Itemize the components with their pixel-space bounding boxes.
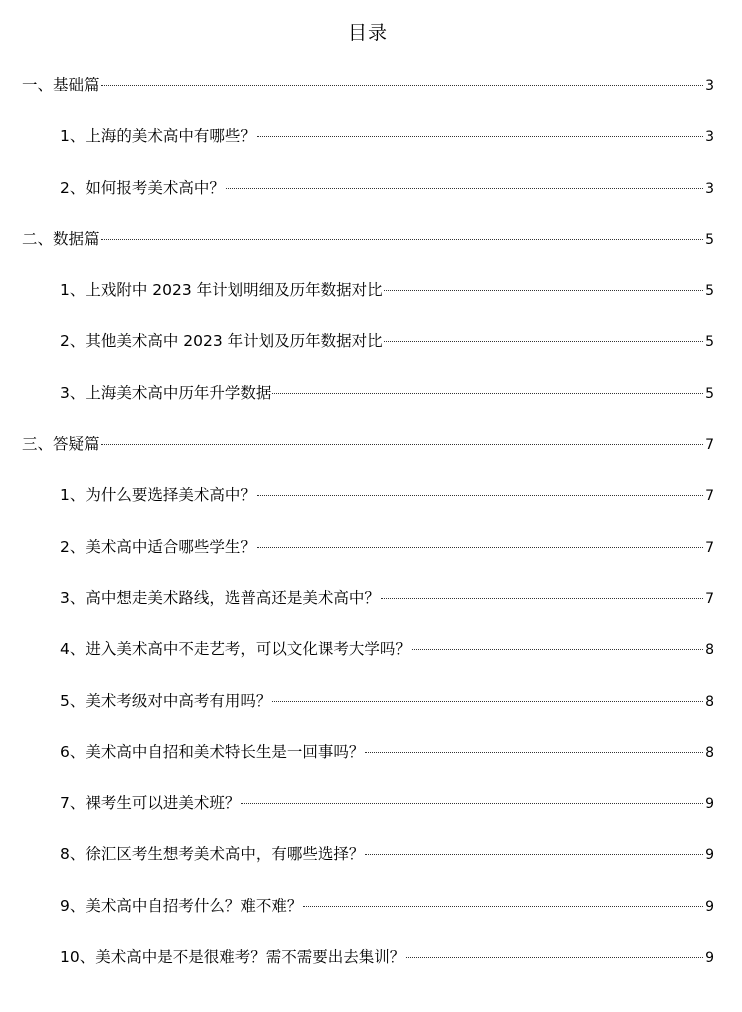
toc-dot-leader	[272, 701, 703, 702]
toc-dot-leader	[272, 393, 703, 394]
toc-dot-leader	[257, 547, 703, 548]
toc-entry-page-number: 3	[705, 129, 714, 146]
toc-entry-page-number: 7	[705, 539, 714, 556]
toc-entry-label: 2、其他美术高中 2023 年计划及历年数据对比	[60, 332, 383, 351]
toc-entry-label: 1、上戏附中 2023 年计划明细及历年数据对比	[60, 281, 383, 300]
toc-entry-page-number: 7	[705, 488, 714, 505]
toc-entry-label: 三、答疑篇	[22, 435, 100, 454]
toc-entry-page-number: 8	[705, 693, 714, 710]
toc-entry-11[interactable]	[22, 573, 714, 624]
toc-entry-label: 5、美术考级对中高考有用吗？	[60, 691, 272, 710]
toc-entry-label: 3、上海美术高中历年升学数据	[60, 383, 272, 402]
toc-entry-14[interactable]	[22, 727, 714, 778]
toc-entry-8[interactable]	[22, 419, 714, 470]
toc-entry-18[interactable]	[22, 932, 714, 983]
toc-entry-page-number: 3	[705, 78, 714, 94]
toc-entry-label: 6、美术高中自招和美术特长生是一回事吗？	[60, 742, 365, 761]
toc-entry-page-number: 5	[705, 231, 714, 248]
toc-entry-6[interactable]	[22, 316, 714, 367]
toc-dot-leader	[101, 444, 704, 445]
toc-dot-leader	[381, 598, 703, 599]
toc-dot-leader	[384, 290, 703, 291]
toc-entry-label: 10、美术高中是不是很难考？需不需要出去集训？	[60, 948, 406, 967]
toc-entry-2[interactable]	[22, 111, 714, 162]
toc-entry-page-number: 5	[705, 385, 714, 402]
toc-entry-1[interactable]	[22, 60, 714, 111]
toc-entry-page-number: 5	[705, 283, 714, 300]
toc-entry-12[interactable]	[22, 624, 714, 675]
toc-entry-label: 1、上海的美术高中有哪些？	[60, 127, 256, 146]
toc-entry-label: 8、徐汇区考生想考美术高中，有哪些选择？	[60, 845, 365, 864]
toc-dot-leader	[365, 854, 703, 855]
toc-entry-page-number: 8	[705, 642, 714, 659]
toc-entry-page-number: 8	[705, 744, 714, 761]
toc-list	[22, 60, 714, 983]
toc-entry-10[interactable]	[22, 522, 714, 573]
toc-entry-page-number: 9	[705, 796, 714, 813]
toc-entry-page-number: 9	[705, 847, 714, 864]
toc-dot-leader	[365, 752, 703, 753]
toc-dot-leader	[406, 957, 703, 958]
toc-entry-page-number: 9	[705, 898, 714, 915]
toc-dot-leader	[384, 341, 703, 342]
toc-entry-page-number: 7	[705, 437, 714, 454]
toc-entry-page-number: 7	[705, 590, 714, 607]
toc-entry-4[interactable]	[22, 214, 714, 265]
toc-dot-leader	[101, 239, 704, 240]
toc-entry-label: 二、数据篇	[22, 229, 100, 248]
toc-dot-leader	[303, 906, 703, 907]
toc-entry-7[interactable]	[22, 368, 714, 419]
page-title: 目录	[347, 22, 388, 44]
toc-entry-13[interactable]	[22, 676, 714, 727]
toc-entry-label: 2、如何报考美术高中？	[60, 178, 225, 197]
toc-entry-17[interactable]	[22, 881, 714, 932]
toc-entry-15[interactable]	[22, 778, 714, 829]
toc-entry-label: 一、基础篇	[22, 76, 100, 94]
toc-entry-page-number: 3	[705, 180, 714, 197]
toc-entry-16[interactable]	[22, 829, 714, 880]
toc-dot-leader	[257, 136, 703, 137]
toc-entry-label: 2、美术高中适合哪些学生？	[60, 537, 256, 556]
toc-dot-leader	[241, 803, 703, 804]
toc-entry-page-number: 5	[705, 334, 714, 351]
toc-entry-9[interactable]	[22, 470, 714, 521]
toc-entry-3[interactable]	[22, 163, 714, 214]
toc-entry-label: 9、美术高中自招考什么？难不难？	[60, 896, 303, 915]
toc-entry-page-number: 9	[705, 950, 714, 967]
toc-entry-label: 4、进入美术高中不走艺考，可以文化课考大学吗？	[60, 640, 411, 659]
toc-dot-leader	[412, 649, 703, 650]
toc-entry-label: 7、裸考生可以进美术班？	[60, 794, 241, 813]
toc-entry-label: 1、为什么要选择美术高中？	[60, 486, 256, 505]
toc-dot-leader	[101, 85, 704, 86]
toc-dot-leader	[226, 188, 703, 189]
toc-entry-label: 3、高中想走美术路线，选普高还是美术高中？	[60, 588, 380, 607]
toc-dot-leader	[257, 495, 703, 496]
toc-entry-5[interactable]	[22, 265, 714, 316]
